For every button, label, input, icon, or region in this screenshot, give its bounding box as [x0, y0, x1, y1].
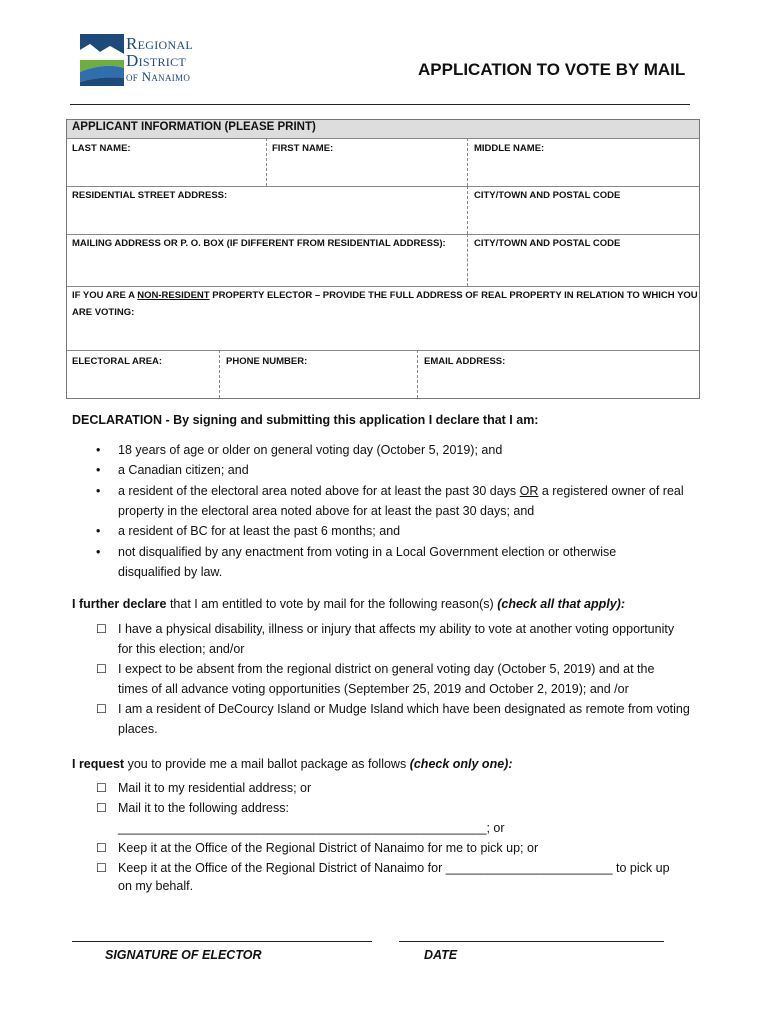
- phone-number-field[interactable]: [226, 370, 412, 396]
- option-pickup-other: Keep it at the Office of the Regional District of Nanaimo for ________________________ to pick up: [118, 861, 670, 875]
- option-pickup-self: Keep it at the Office of the Regional District of Nanaimo for me to pick up; or: [118, 841, 539, 855]
- declaration-heading: DECLARATION - By signing and submitting this application I declare that I am:: [72, 413, 539, 427]
- middle-name-label: MIDDLE NAME:: [474, 143, 545, 154]
- mailing-city-postal-label: CITY/TOWN AND POSTAL CODE: [474, 238, 621, 249]
- reason-remote: I am a resident of DeCourcy Island or Mudge Island which have been designated as remote from voting: [118, 702, 690, 716]
- email-address-label: EMAIL ADDRESS:: [424, 356, 506, 367]
- checkbox-pickup-self[interactable]: ☐: [96, 841, 107, 855]
- resident-text: a resident of the electoral area noted above for at least the past 30 days: [118, 484, 520, 498]
- bullet-icon: •: [96, 484, 101, 498]
- applicant-info-heading: APPLICANT INFORMATION (PLEASE PRINT): [72, 121, 316, 133]
- city-postal-field[interactable]: [474, 203, 694, 231]
- declaration-item-qualified: not disqualified by any enactment from voting in a Local Government election or otherwise: [118, 545, 617, 559]
- phone-number-label: PHONE NUMBER:: [226, 356, 308, 367]
- non-resident-post: PROPERTY ELECTOR – PROVIDE THE FULL ADDRESS OF REAL PROPERTY IN RELATION TO WHICH YOU: [209, 290, 698, 301]
- date-label: DATE: [424, 948, 458, 962]
- column-divider: [266, 138, 267, 186]
- non-resident-label: [72, 290, 698, 301]
- document-title: APPLICATION TO VOTE BY MAIL: [418, 60, 686, 79]
- checkbox-absent[interactable]: ☐: [96, 662, 107, 676]
- request-bold: I request: [72, 757, 125, 771]
- bullet-icon: •: [96, 463, 101, 477]
- reason-absent-line2: times of all advance voting opportunities (September 25, 2019 and October 2, 2019); and /or: [118, 682, 629, 696]
- signature-label: SIGNATURE OF ELECTOR: [105, 948, 262, 962]
- non-resident-property-field[interactable]: [72, 320, 692, 348]
- logo-text-district: District: [126, 51, 187, 70]
- signature-line[interactable]: [72, 941, 372, 942]
- resident-or: OR: [519, 484, 539, 498]
- checkbox-remote[interactable]: ☐: [96, 702, 107, 716]
- further-declare-rest: that I am entitled to vote by mail for the following reason(s): [166, 597, 498, 611]
- declaration-item-resident-line2: property in the electoral area noted above for at least the past 30 days; and: [118, 504, 535, 518]
- row-divider: [67, 138, 699, 139]
- further-declare-italic: (check all that apply):: [497, 597, 626, 611]
- reason-remote-line2: places.: [118, 722, 158, 736]
- row-divider: [67, 350, 699, 351]
- mailing-address-label: MAILING ADDRESS OR P. O. BOX (IF DIFFERENT FROM RESIDENTIAL ADDRESS):: [72, 238, 446, 249]
- last-name-field[interactable]: [72, 156, 262, 184]
- non-resident-emphasis: NON-RESIDENT: [137, 290, 210, 301]
- column-divider: [219, 350, 220, 398]
- non-resident-pre: IF YOU ARE A: [72, 290, 138, 301]
- email-address-field[interactable]: [424, 370, 694, 396]
- bullet-icon: •: [96, 524, 101, 538]
- following-address-blank[interactable]: _____________________________________________________; or: [118, 821, 505, 835]
- column-divider: [417, 350, 418, 398]
- row-divider: [67, 286, 699, 287]
- bullet-icon: •: [96, 545, 101, 559]
- declaration-item-resident: [118, 484, 684, 498]
- further-declare-heading: [72, 597, 625, 611]
- checkbox-pickup-other[interactable]: ☐: [96, 861, 107, 875]
- regional-district-logo: [80, 34, 220, 86]
- checkbox-disability[interactable]: ☐: [96, 622, 107, 636]
- declaration-item-age: 18 years of age or older on general voting day (October 5, 2019); and: [118, 443, 503, 457]
- resident-post: a registered owner of real: [538, 484, 684, 498]
- logo-text-regional: Regional: [126, 34, 194, 53]
- non-resident-label-line2: ARE VOTING:: [72, 307, 135, 318]
- declaration-item-bc: a resident of BC for at least the past 6 months; and: [118, 524, 401, 538]
- column-divider: [467, 234, 468, 286]
- logo-mark-icon: [80, 34, 124, 86]
- title-divider: [70, 104, 690, 105]
- reason-absent: I expect to be absent from the regional district on general voting day (October 5, 2019) and at the: [118, 662, 655, 676]
- row-divider: [67, 234, 699, 235]
- further-declare-bold: I further declare: [72, 597, 167, 611]
- option-following-address: Mail it to the following address:: [118, 801, 289, 815]
- city-postal-label: CITY/TOWN AND POSTAL CODE: [474, 190, 621, 201]
- residential-address-label: RESIDENTIAL STREET ADDRESS:: [72, 190, 228, 201]
- request-heading: [72, 757, 512, 771]
- row-divider: [67, 186, 699, 187]
- first-name-label: FIRST NAME:: [272, 143, 334, 154]
- request-rest: you to provide me a mail ballot package as follows: [124, 757, 410, 771]
- reason-disability-line2: for this election; and/or: [118, 642, 245, 656]
- checkbox-residential[interactable]: ☐: [96, 781, 107, 795]
- mailing-city-postal-field[interactable]: [474, 253, 694, 283]
- request-italic: (check only one):: [409, 757, 513, 771]
- middle-name-field[interactable]: [474, 156, 694, 184]
- checkbox-following-address[interactable]: ☐: [96, 801, 107, 815]
- column-divider: [467, 138, 468, 186]
- logo-text-nanaimo: of Nanaimo: [126, 69, 191, 84]
- residential-address-field[interactable]: [72, 203, 462, 231]
- last-name-label: LAST NAME:: [72, 143, 131, 154]
- column-divider: [467, 186, 468, 234]
- declaration-item-citizen: a Canadian citizen; and: [118, 463, 249, 477]
- option-residential: Mail it to my residential address; or: [118, 781, 312, 795]
- electoral-area-field[interactable]: [72, 370, 214, 396]
- date-line[interactable]: [399, 941, 664, 942]
- electoral-area-label: ELECTORAL AREA:: [72, 356, 163, 367]
- bullet-icon: •: [96, 443, 101, 457]
- reason-disability: I have a physical disability, illness or injury that affects my ability to vote at another voting opportunity: [118, 622, 675, 636]
- mailing-address-field[interactable]: [72, 253, 462, 283]
- first-name-field[interactable]: [272, 156, 462, 184]
- option-pickup-other-line2: on my behalf.: [118, 879, 194, 893]
- declaration-item-qualified-line2: disqualified by law.: [118, 565, 223, 579]
